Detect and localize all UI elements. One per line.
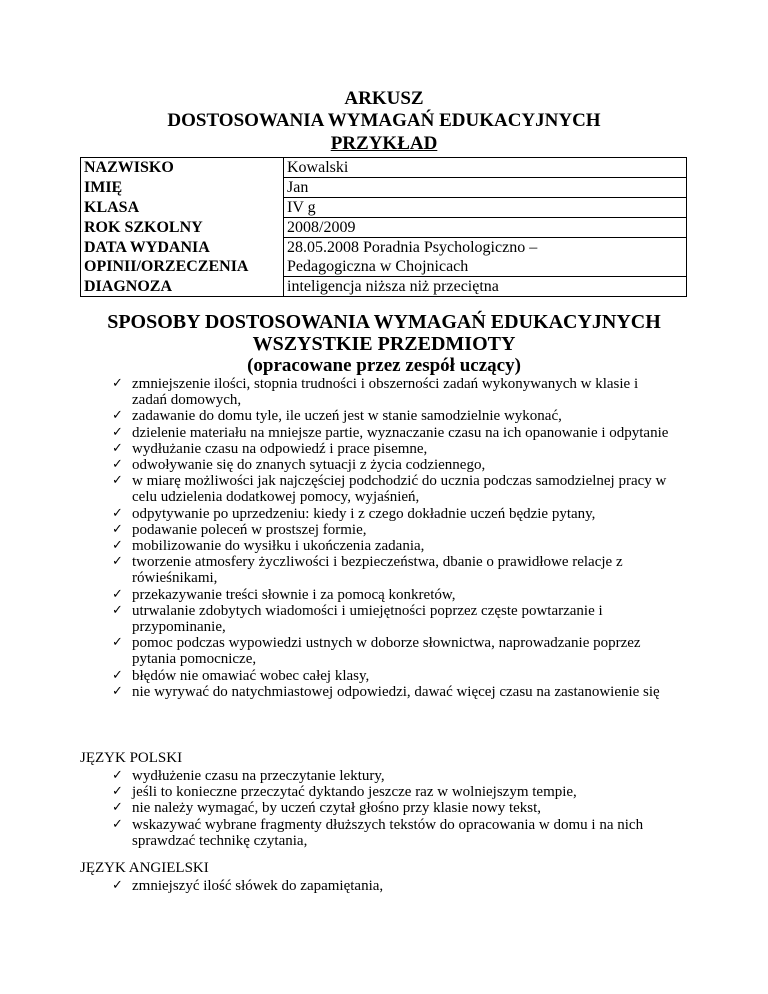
checkmark-icon: ✓ — [112, 473, 123, 489]
list-item — [112, 817, 672, 849]
info-row — [81, 218, 687, 238]
checkmark-icon: ✓ — [112, 816, 123, 832]
info-label: DIAGNOZA — [84, 277, 173, 295]
list-item-text: mobilizowanie do wysiłku i ukończenia zadania, — [132, 538, 425, 555]
checkmark-icon: ✓ — [112, 768, 123, 783]
checkmark-icon: ✓ — [112, 784, 123, 800]
list-item-text: w miarę możliwości jak najczęściej podchodzić do ucznia podczas samodzielnej pracy w celu udzielenia dodatkowej pomocy, wyjaśnień, — [132, 473, 667, 506]
checkmark-icon: ✓ — [112, 376, 123, 391]
checkmark-icon: ✓ — [112, 683, 123, 699]
checkmark-icon: ✓ — [112, 457, 123, 473]
list-item-text: podawanie poleceń w prostszej formie, — [132, 521, 367, 538]
list-item-text: jeśli to konieczne przeczytać dyktando jeszcze raz w wolniejszym tempie, — [132, 784, 577, 801]
info-row — [81, 257, 687, 277]
info-value: Kowalski — [284, 158, 687, 178]
info-row — [81, 277, 687, 297]
doc-title-line-2: DOSTOSOWANIA WYMAGAŃ EDUKACYJNYCH — [167, 110, 601, 131]
list-item-text: błędów nie omawiać wobec całej klasy, — [132, 667, 370, 684]
info-label: ROK SZKOLNY — [84, 219, 203, 236]
list-item — [112, 684, 672, 700]
list-item — [112, 878, 672, 894]
checkmark-icon: ✓ — [112, 800, 123, 816]
list-item-text: odwoływanie się do znanych sytuacji z życia codziennego, — [132, 457, 486, 474]
checkmark-icon: ✓ — [112, 554, 123, 570]
list-item — [112, 506, 672, 522]
methods-note: (opracowane przez zespół uczący) — [247, 355, 521, 376]
list-item-text: dzielenie materiału na mniejsze partie, wyznaczanie czasu na ich opanowanie i odpytanie — [132, 424, 669, 441]
list-item-text: zadawanie do domu tyle, ile uczeń jest w stanie samodzielnie wykonać, — [132, 408, 562, 425]
list-item-text: zmniejszenie ilości, stopnia trudności i obszerności zadań wykonywanych w klasie i zadań domowych, — [132, 376, 639, 409]
checkmark-icon: ✓ — [112, 586, 123, 602]
list-item — [112, 635, 672, 667]
list-item — [112, 408, 672, 424]
polish-list — [112, 768, 672, 849]
list-item — [112, 668, 672, 684]
info-value: IV g — [284, 198, 687, 218]
checkmark-icon: ✓ — [112, 635, 123, 651]
info-label: DATA WYDANIA — [84, 238, 210, 256]
list-item-text: nie należy wymagać, by uczeń czytał głośno przy klasie nowy tekst, — [132, 800, 542, 817]
methods-list — [112, 376, 672, 700]
list-item-text: pomoc podczas wypowiedzi ustnych w doborze słownictwa, naprowadzanie poprzez pytania pomocnicze, — [132, 635, 641, 668]
checkmark-icon: ✓ — [112, 602, 123, 618]
list-item — [112, 538, 672, 554]
methods-subheading: WSZYSTKIE PRZEDMIOTY — [252, 333, 516, 355]
info-value: 28.05.2008 Poradnia Psychologiczno – — [284, 238, 687, 258]
list-item-text: odpytywanie po uprzedzeniu: kiedy i z czego dokładnie uczeń będzie pytany, — [132, 505, 596, 522]
list-item — [112, 425, 672, 441]
list-item-text: wydłużanie czasu na odpowiedź i prace pisemne, — [132, 440, 428, 457]
list-item — [112, 441, 672, 457]
checkmark-icon: ✓ — [112, 440, 123, 456]
info-label: NAZWISKO — [84, 159, 174, 177]
student-info-table — [80, 157, 687, 297]
info-label: OPINII/ORZECZENIA — [84, 258, 249, 276]
english-section-title: JĘZYK ANGIELSKI — [80, 860, 209, 876]
list-item — [112, 603, 672, 635]
checkmark-icon: ✓ — [112, 521, 123, 537]
list-item-text: nie wyrywać do natychmiastowej odpowiedzi, dawać więcej czasu na zastanowienie się — [132, 683, 660, 700]
list-item — [112, 376, 672, 408]
info-row — [81, 238, 687, 258]
info-row — [81, 198, 687, 218]
methods-heading: SPOSOBY DOSTOSOWANIA WYMAGAŃ EDUKACYJNYCH — [107, 311, 661, 333]
polish-section-title: JĘZYK POLSKI — [80, 750, 183, 766]
list-item — [112, 522, 672, 538]
list-item-text: przekazywanie treści słownie i za pomocą konkretów, — [132, 586, 456, 603]
info-value: Jan — [284, 178, 687, 198]
english-list — [112, 878, 672, 894]
doc-title-line-3: PRZYKŁAD — [330, 133, 438, 154]
checkmark-icon: ✓ — [112, 878, 123, 893]
checkmark-icon: ✓ — [112, 505, 123, 521]
list-item — [112, 587, 672, 603]
checkmark-icon: ✓ — [112, 667, 123, 683]
list-item-text: zmniejszyć ilość słówek do zapamiętania, — [132, 878, 384, 894]
info-value: 2008/2009 — [284, 218, 687, 238]
checkmark-icon: ✓ — [112, 424, 123, 440]
list-item — [112, 473, 672, 505]
info-row — [81, 178, 687, 198]
list-item — [112, 554, 672, 586]
list-item — [112, 457, 672, 473]
list-item — [112, 768, 672, 784]
info-value: inteligencja niższa niż przeciętna — [284, 277, 687, 297]
list-item-text: tworzenie atmosfery życzliwości i bezpieczeństwa, dbanie o prawidłowe relacje z rówieśnikami, — [132, 554, 623, 587]
info-label: IMIĘ — [84, 179, 123, 196]
checkmark-icon: ✓ — [112, 408, 123, 424]
list-item-text: utrwalanie zdobytych wiadomości i umiejętności poprzez częste powtarzanie i przypominanie, — [132, 602, 603, 636]
info-value: Pedagogiczna w Chojnicach — [284, 257, 687, 277]
list-item — [112, 784, 672, 800]
list-item-text: wskazywać wybrane fragmenty dłuższych tekstów do opracowania w domu i na nich sprawdzać technikę czytania, — [132, 816, 644, 849]
doc-title-line-1: ARKUSZ — [344, 88, 424, 109]
info-row — [81, 158, 687, 178]
list-item — [112, 800, 672, 816]
info-label: KLASA — [84, 199, 140, 216]
checkmark-icon: ✓ — [112, 538, 123, 554]
list-item-text: wydłużenie czasu na przeczytanie lektury, — [132, 768, 385, 784]
